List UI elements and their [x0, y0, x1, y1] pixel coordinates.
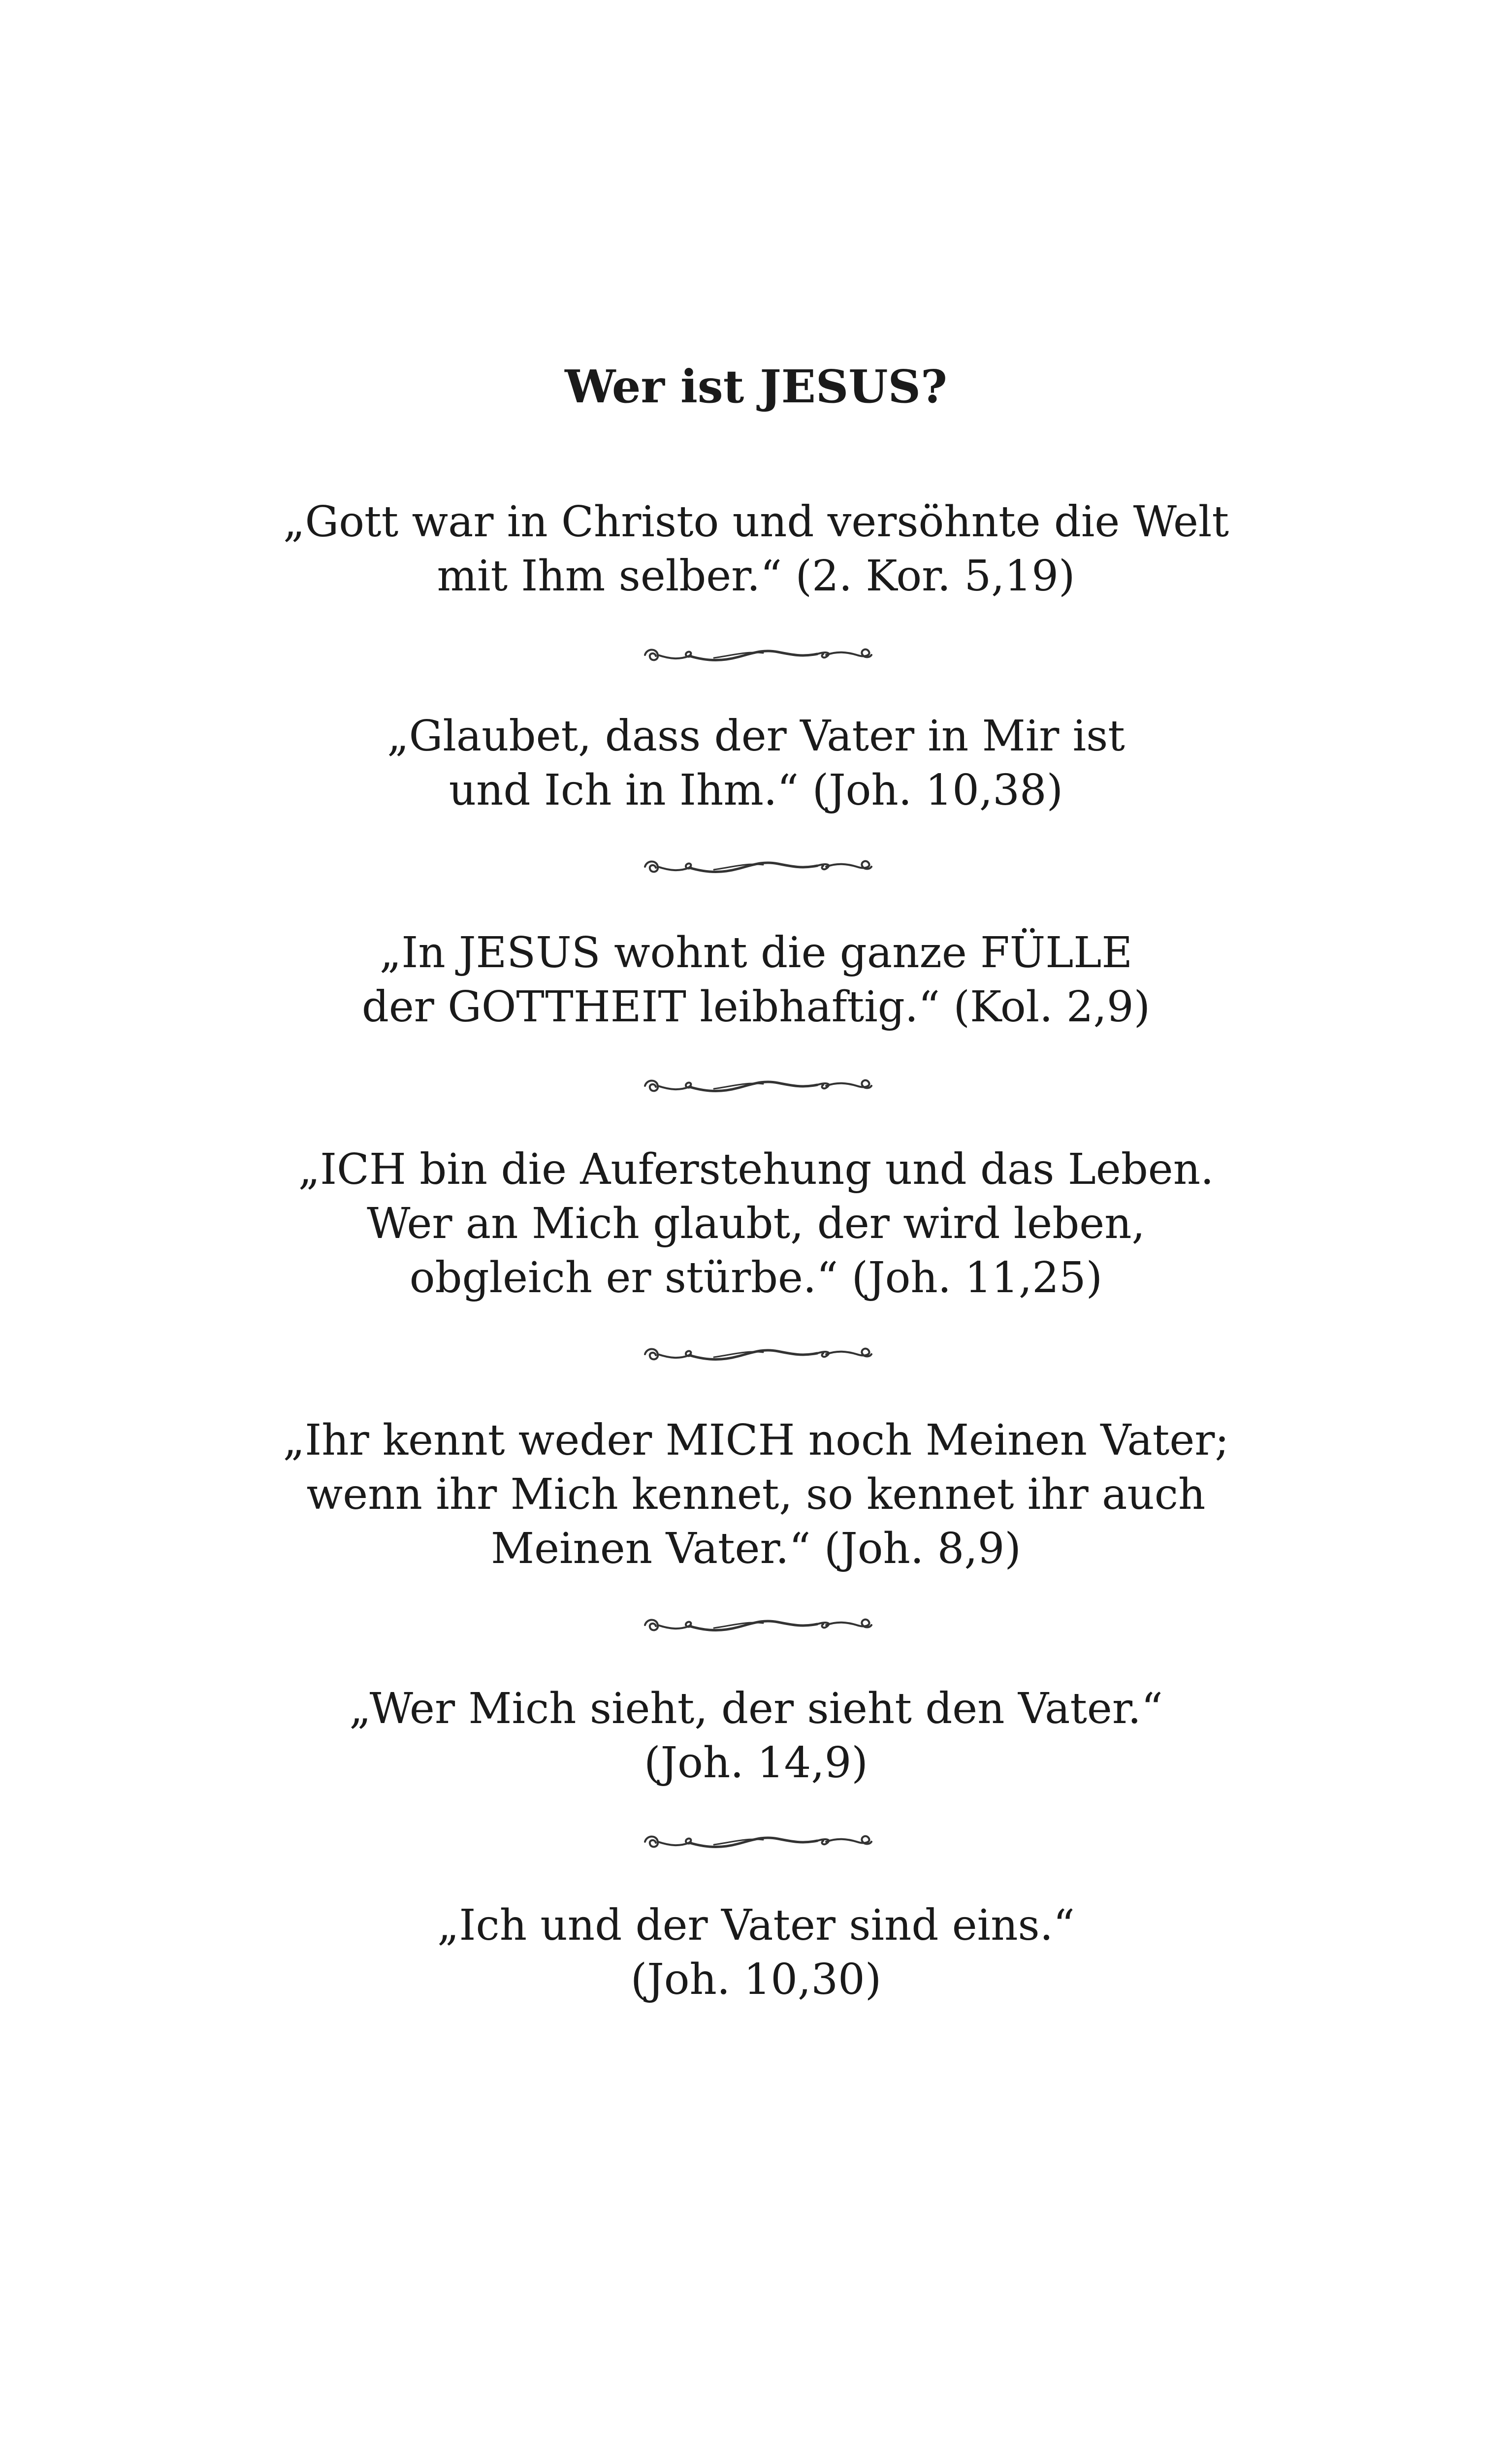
quote-line: der GOTTHEIT leibhaftig.“ (Kol. 2,9) [361, 982, 1151, 1032]
quote-block [0, 1142, 1512, 1305]
quote-line: Wer an Mich glaubt, der wird leben, [367, 1199, 1145, 1248]
flourish-divider-icon [640, 1827, 876, 1857]
quote-line: und Ich in Ihm.“ (Joh. 10,38) [449, 766, 1063, 815]
quote-block [0, 709, 1512, 817]
flourish-divider-icon [640, 640, 876, 670]
quote-line: (Joh. 14,9) [644, 1738, 868, 1788]
flourish-divider-icon [640, 1071, 876, 1101]
flourish-divider-icon [640, 1339, 876, 1369]
quote-line: „Glaubet, dass der Vater in Mir ist [387, 712, 1125, 761]
quote-line: „Wer Mich sieht, der sieht den Vater.“ [349, 1684, 1163, 1733]
quote-block [0, 495, 1512, 603]
quote-block [0, 1413, 1512, 1576]
quote-block [0, 1682, 1512, 1790]
quote-line: „ICH bin die Auferstehung und das Leben. [298, 1145, 1214, 1194]
quote-line: obgleich er stürbe.“ (Joh. 11,25) [409, 1253, 1103, 1303]
quote-line: Meinen Vater.“ (Joh. 8,9) [491, 1524, 1021, 1573]
quote-line: (Joh. 10,30) [630, 1955, 882, 2004]
quote-line: „Gott war in Christo und versöhnte die Welt [283, 497, 1229, 547]
quote-line: wenn ihr Mich kennet, so kennet ihr auch [306, 1470, 1206, 1519]
quote-line: „Ich und der Vater sind eins.“ [437, 1901, 1075, 1950]
quote-line: „In JESUS wohnt die ganze FÜLLE [379, 928, 1133, 977]
quote-block [0, 926, 1512, 1034]
page-title: Wer ist JESUS? [565, 360, 947, 413]
flourish-divider-icon [640, 852, 876, 881]
flourish-divider-icon [640, 1610, 876, 1640]
quote-line: „Ihr kennt weder MICH noch Meinen Vater; [283, 1416, 1229, 1465]
quote-line: mit Ihm selber.“ (2. Kor. 5,19) [437, 552, 1075, 601]
quote-block [0, 1898, 1512, 2007]
